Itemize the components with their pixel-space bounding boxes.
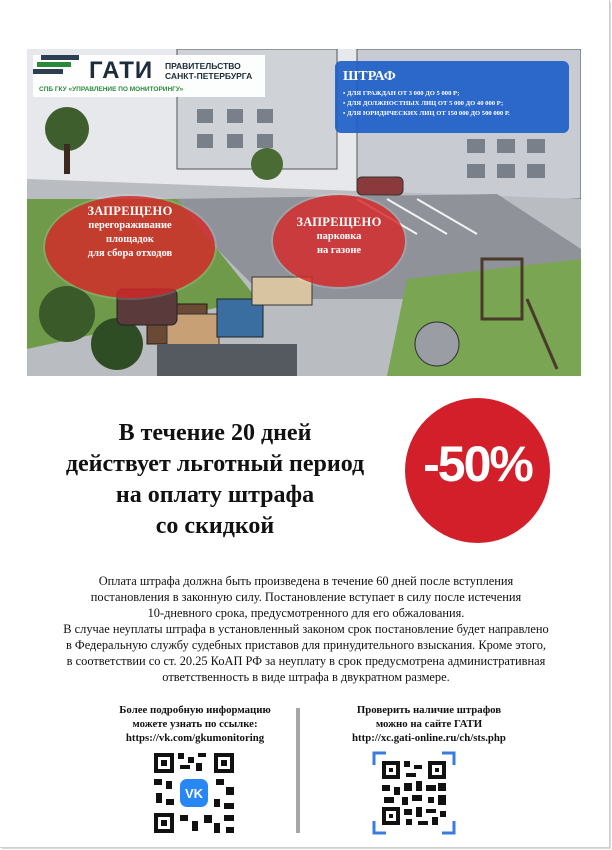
body-line: 10-дневного срока, предусмотренного для его обжалования.: [147, 606, 465, 620]
headline-line: на оплату штрафа: [115, 482, 315, 508]
fine-list: [343, 89, 510, 119]
body-line: Оплата штрафа должна быть произведена в течение 60 дней после вступления: [98, 574, 514, 588]
logo-subtitle: СПБ ГКУ «УПРАВЛЕНИЕ ПО МОНИТОРИНГУ»: [39, 86, 184, 93]
qr-code-icon[interactable]: [152, 751, 236, 835]
street-illustration: [27, 49, 581, 376]
fine-info-box: [335, 61, 569, 133]
body-line: в Федеральную службу судебных приставов для принудительного взыскания. Кроме этого,: [65, 638, 547, 652]
footer-check-column: [316, 703, 542, 745]
ban-line: для сбора отходов: [87, 248, 173, 259]
ban-line: на газоне: [316, 245, 362, 256]
footer-divider: [296, 708, 300, 833]
logo-brand: ГАТИ: [89, 57, 154, 84]
ban-line: парковка: [316, 231, 362, 242]
fine-item: • ДЛЯ ДОЛЖНОСТНЫХ ЛИЦ ОТ 5 000 ДО 40 000 Р;: [343, 99, 510, 109]
footer-line: Проверить наличие штрафов: [356, 704, 502, 716]
footer-info-column: [82, 703, 308, 745]
body-line: ответственность в виде штрафа в двукратном размере.: [162, 670, 450, 684]
discount-badge: [405, 398, 550, 543]
footer-line: можете узнать по ссылке:: [132, 718, 258, 730]
ban-bubble-lawn-parking: [273, 195, 405, 287]
footer-line: Более подробную информацию: [119, 704, 271, 716]
fine-title: ШТРАФ: [343, 69, 396, 84]
logo-government: [165, 61, 252, 81]
footer-line: можно на сайте ГАТИ: [375, 718, 483, 730]
gati-logo: [33, 55, 265, 97]
fine-item: • ДЛЯ ЮРИДИЧЕСКИХ ЛИЦ ОТ 150 000 ДО 500 000 Р.: [343, 109, 510, 119]
body-line: постановления в законную силу. Постановление вступает в силу после истечения: [90, 590, 522, 604]
svg-text:VK: VK: [184, 786, 204, 801]
fine-item: • ДЛЯ ГРАЖДАН ОТ 3 000 ДО 5 000 Р;: [343, 89, 510, 99]
footer-link-gati[interactable]: http://xc.gati-online.ru/ch/sts.php: [352, 732, 506, 744]
body-line: в соответствии со ст. 20.25 КоАП РФ за неуплату в срок предусмотрена административная: [66, 654, 546, 668]
body-line: В случае неуплаты штрафа в установленный законом срок постановление будет направлено: [63, 622, 549, 636]
headline: [20, 418, 410, 542]
discount-label: -50%: [423, 436, 532, 492]
ban-line: площадок: [106, 234, 154, 245]
headline-line: действует льготный период: [65, 451, 365, 477]
logo-government-line: ПРАВИТЕЛЬСТВО: [165, 61, 241, 71]
ban-title: ЗАПРЕЩЕНО: [87, 204, 173, 218]
headline-line: со скидкой: [155, 513, 275, 539]
headline-line: В течение 20 дней: [118, 420, 312, 446]
ban-line: перегораживание: [88, 220, 172, 231]
footer-link-vk[interactable]: https://vk.com/gkumonitoring: [125, 732, 265, 744]
ban-bubble-waste-sites: [45, 196, 215, 298]
ban-title: ЗАПРЕЩЕНО: [296, 215, 382, 229]
qr-code-icon[interactable]: [372, 751, 456, 835]
logo-government-line: САНКТ-ПЕТЕРБУРГА: [165, 71, 253, 81]
gati-logo-icon: [33, 55, 79, 75]
body-text: [20, 573, 592, 685]
